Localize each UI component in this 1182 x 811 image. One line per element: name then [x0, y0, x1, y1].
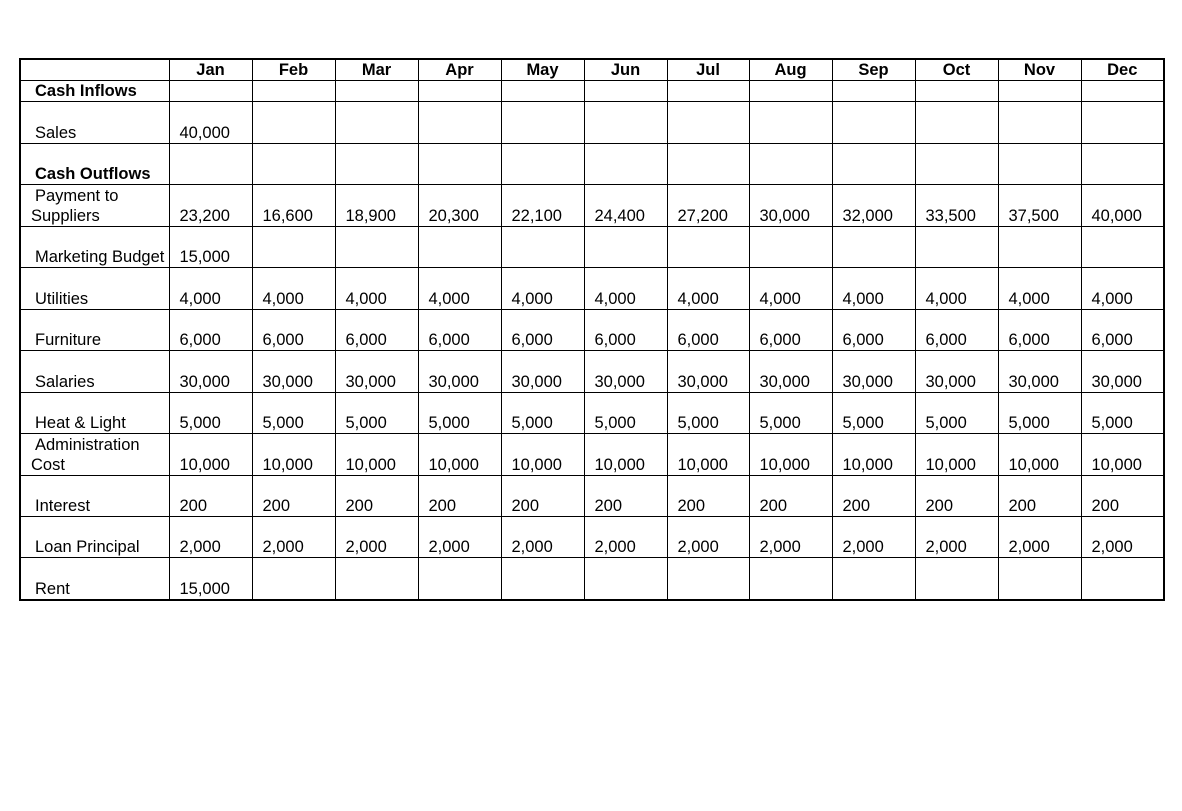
value-cell: 6,000 — [501, 310, 584, 351]
value-cell — [915, 102, 998, 144]
value-cell: 4,000 — [998, 268, 1081, 310]
value-cell: 200 — [1081, 476, 1164, 517]
value-cell — [169, 81, 252, 102]
value-cell — [418, 227, 501, 268]
month-header: Mar — [335, 59, 418, 81]
value-cell: 200 — [169, 476, 252, 517]
value-cell: 2,000 — [418, 517, 501, 558]
value-cell: 4,000 — [584, 268, 667, 310]
value-cell: 200 — [915, 476, 998, 517]
value-cell: 30,000 — [915, 351, 998, 393]
row-label: Marketing Budget — [20, 227, 169, 268]
row-label: Salaries — [20, 351, 169, 393]
value-cell: 2,000 — [252, 517, 335, 558]
value-cell — [832, 81, 915, 102]
table-row — [20, 227, 1164, 268]
value-cell: 10,000 — [832, 434, 915, 476]
value-cell: 10,000 — [169, 434, 252, 476]
value-cell — [501, 558, 584, 600]
value-cell: 30,000 — [584, 351, 667, 393]
value-cell: 5,000 — [252, 393, 335, 434]
value-cell: 30,000 — [998, 351, 1081, 393]
value-cell: 2,000 — [1081, 517, 1164, 558]
value-cell: 2,000 — [584, 517, 667, 558]
value-cell: 6,000 — [1081, 310, 1164, 351]
value-cell: 18,900 — [335, 185, 418, 227]
month-header: Jun — [584, 59, 667, 81]
month-header: May — [501, 59, 584, 81]
value-cell — [667, 144, 749, 185]
value-cell: 23,200 — [169, 185, 252, 227]
value-cell — [335, 558, 418, 600]
table-row — [20, 517, 1164, 558]
value-cell: 4,000 — [749, 268, 832, 310]
value-cell — [335, 227, 418, 268]
corner-cell — [20, 59, 169, 81]
value-cell: 4,000 — [667, 268, 749, 310]
value-cell: 2,000 — [169, 517, 252, 558]
value-cell: 5,000 — [749, 393, 832, 434]
value-cell: 15,000 — [169, 558, 252, 600]
value-cell: 30,000 — [749, 351, 832, 393]
table-row — [20, 268, 1164, 310]
value-cell — [998, 81, 1081, 102]
value-cell — [1081, 227, 1164, 268]
value-cell: 4,000 — [252, 268, 335, 310]
value-cell: 5,000 — [832, 393, 915, 434]
month-header: Jan — [169, 59, 252, 81]
value-cell — [501, 144, 584, 185]
value-cell: 30,000 — [1081, 351, 1164, 393]
value-cell: 200 — [335, 476, 418, 517]
value-cell: 4,000 — [501, 268, 584, 310]
month-header: Nov — [998, 59, 1081, 81]
value-cell — [667, 558, 749, 600]
value-cell: 5,000 — [1081, 393, 1164, 434]
value-cell — [832, 558, 915, 600]
month-header: Sep — [832, 59, 915, 81]
value-cell — [252, 144, 335, 185]
table-row — [20, 310, 1164, 351]
value-cell: 6,000 — [915, 310, 998, 351]
value-cell — [749, 81, 832, 102]
table-row — [20, 558, 1164, 600]
value-cell: 6,000 — [169, 310, 252, 351]
value-cell: 37,500 — [998, 185, 1081, 227]
value-cell — [915, 81, 998, 102]
value-cell: 30,000 — [418, 351, 501, 393]
value-cell — [418, 81, 501, 102]
table-row — [20, 351, 1164, 393]
value-cell: 4,000 — [832, 268, 915, 310]
value-cell — [418, 558, 501, 600]
value-cell — [998, 227, 1081, 268]
row-label: Administration Cost — [20, 434, 169, 476]
value-cell: 10,000 — [252, 434, 335, 476]
header-row — [20, 59, 1164, 81]
value-cell — [584, 227, 667, 268]
value-cell — [749, 227, 832, 268]
month-header: Aug — [749, 59, 832, 81]
value-cell: 6,000 — [252, 310, 335, 351]
value-cell: 4,000 — [915, 268, 998, 310]
value-cell — [252, 227, 335, 268]
row-label: Interest — [20, 476, 169, 517]
table-row — [20, 185, 1164, 227]
value-cell: 2,000 — [749, 517, 832, 558]
month-header: Jul — [667, 59, 749, 81]
value-cell — [584, 558, 667, 600]
value-cell: 6,000 — [832, 310, 915, 351]
value-cell — [501, 227, 584, 268]
value-cell: 4,000 — [169, 268, 252, 310]
row-label: Heat & Light — [20, 393, 169, 434]
month-header: Apr — [418, 59, 501, 81]
value-cell: 20,300 — [418, 185, 501, 227]
value-cell: 10,000 — [667, 434, 749, 476]
table-body — [20, 81, 1164, 600]
value-cell: 30,000 — [832, 351, 915, 393]
value-cell — [998, 558, 1081, 600]
value-cell: 10,000 — [584, 434, 667, 476]
value-cell: 30,000 — [335, 351, 418, 393]
value-cell — [915, 227, 998, 268]
value-cell: 33,500 — [915, 185, 998, 227]
value-cell: 2,000 — [998, 517, 1081, 558]
value-cell — [749, 144, 832, 185]
value-cell — [998, 144, 1081, 185]
value-cell: 30,000 — [169, 351, 252, 393]
row-label: Loan Principal — [20, 517, 169, 558]
value-cell — [915, 144, 998, 185]
value-cell: 32,000 — [832, 185, 915, 227]
value-cell: 40,000 — [1081, 185, 1164, 227]
value-cell: 24,400 — [584, 185, 667, 227]
value-cell: 200 — [418, 476, 501, 517]
value-cell — [667, 81, 749, 102]
value-cell: 5,000 — [169, 393, 252, 434]
month-header: Feb — [252, 59, 335, 81]
table-row — [20, 434, 1164, 476]
row-label: Furniture — [20, 310, 169, 351]
value-cell — [998, 102, 1081, 144]
value-cell: 200 — [667, 476, 749, 517]
value-cell — [749, 102, 832, 144]
row-label: Sales — [20, 102, 169, 144]
value-cell — [335, 102, 418, 144]
value-cell: 10,000 — [501, 434, 584, 476]
row-label: Cash Outflows — [20, 144, 169, 185]
value-cell: 10,000 — [335, 434, 418, 476]
value-cell: 40,000 — [169, 102, 252, 144]
table-row — [20, 81, 1164, 102]
value-cell: 2,000 — [667, 517, 749, 558]
value-cell — [418, 102, 501, 144]
value-cell — [1081, 144, 1164, 185]
value-cell: 6,000 — [584, 310, 667, 351]
month-header: Dec — [1081, 59, 1164, 81]
value-cell — [749, 558, 832, 600]
value-cell: 200 — [252, 476, 335, 517]
value-cell — [335, 144, 418, 185]
value-cell: 15,000 — [169, 227, 252, 268]
value-cell — [584, 102, 667, 144]
value-cell: 200 — [584, 476, 667, 517]
value-cell — [832, 227, 915, 268]
value-cell — [915, 558, 998, 600]
value-cell: 200 — [998, 476, 1081, 517]
value-cell: 4,000 — [418, 268, 501, 310]
table-row — [20, 476, 1164, 517]
row-label: Utilities — [20, 268, 169, 310]
value-cell: 200 — [832, 476, 915, 517]
value-cell — [1081, 558, 1164, 600]
value-cell: 6,000 — [749, 310, 832, 351]
value-cell: 5,000 — [335, 393, 418, 434]
value-cell: 2,000 — [915, 517, 998, 558]
value-cell: 10,000 — [749, 434, 832, 476]
value-cell — [252, 102, 335, 144]
month-header: Oct — [915, 59, 998, 81]
value-cell: 10,000 — [915, 434, 998, 476]
value-cell — [252, 81, 335, 102]
table-row — [20, 102, 1164, 144]
cash-flow-table — [19, 58, 1165, 601]
row-label: Payment to Suppliers — [20, 185, 169, 227]
value-cell: 2,000 — [832, 517, 915, 558]
value-cell: 22,100 — [501, 185, 584, 227]
row-label: Rent — [20, 558, 169, 600]
value-cell: 2,000 — [335, 517, 418, 558]
value-cell: 6,000 — [667, 310, 749, 351]
value-cell: 4,000 — [1081, 268, 1164, 310]
value-cell — [169, 144, 252, 185]
value-cell — [335, 81, 418, 102]
row-label: Cash Inflows — [20, 81, 169, 102]
value-cell — [418, 144, 501, 185]
table-row — [20, 144, 1164, 185]
value-cell — [584, 81, 667, 102]
value-cell: 16,600 — [252, 185, 335, 227]
value-cell — [1081, 102, 1164, 144]
value-cell: 5,000 — [667, 393, 749, 434]
value-cell: 200 — [501, 476, 584, 517]
value-cell — [667, 102, 749, 144]
value-cell: 6,000 — [335, 310, 418, 351]
value-cell — [501, 81, 584, 102]
value-cell — [667, 227, 749, 268]
value-cell: 30,000 — [667, 351, 749, 393]
value-cell: 10,000 — [998, 434, 1081, 476]
value-cell — [501, 102, 584, 144]
value-cell: 200 — [749, 476, 832, 517]
value-cell — [832, 102, 915, 144]
value-cell — [1081, 81, 1164, 102]
table-row — [20, 393, 1164, 434]
value-cell: 2,000 — [501, 517, 584, 558]
value-cell: 6,000 — [998, 310, 1081, 351]
value-cell — [584, 144, 667, 185]
value-cell: 30,000 — [252, 351, 335, 393]
value-cell: 5,000 — [501, 393, 584, 434]
value-cell — [252, 558, 335, 600]
value-cell: 30,000 — [749, 185, 832, 227]
value-cell: 6,000 — [418, 310, 501, 351]
value-cell: 5,000 — [998, 393, 1081, 434]
value-cell: 30,000 — [501, 351, 584, 393]
value-cell — [832, 144, 915, 185]
value-cell: 4,000 — [335, 268, 418, 310]
value-cell: 10,000 — [1081, 434, 1164, 476]
value-cell: 5,000 — [418, 393, 501, 434]
value-cell: 10,000 — [418, 434, 501, 476]
value-cell: 5,000 — [915, 393, 998, 434]
value-cell: 27,200 — [667, 185, 749, 227]
value-cell: 5,000 — [584, 393, 667, 434]
